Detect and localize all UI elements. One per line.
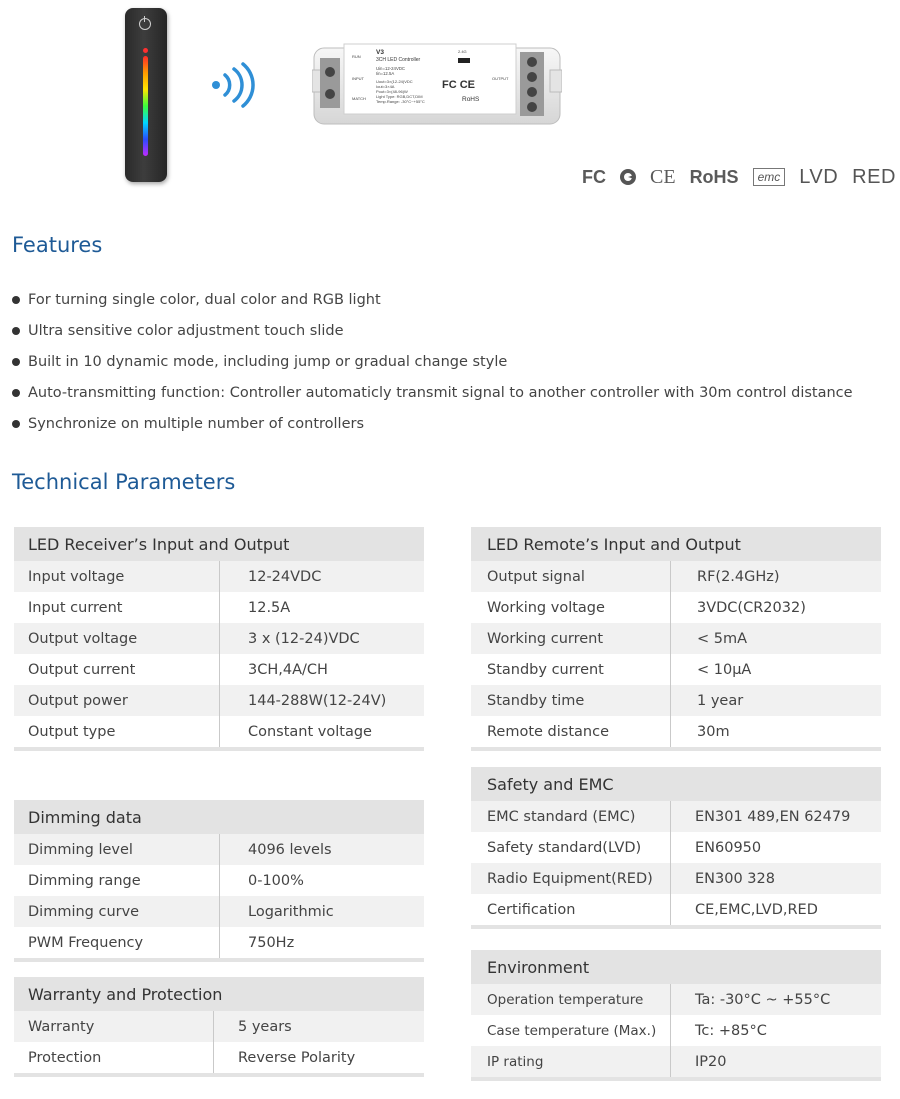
emc-logo: emc <box>753 168 786 186</box>
remote-control-image <box>125 8 167 182</box>
table-row: Standby time 1 year <box>471 685 881 716</box>
output-label: OUTPUT <box>492 76 509 81</box>
features-list <box>12 284 853 439</box>
controller-spec-in: Uin=12-24VDC <box>376 66 406 71</box>
dimming-table <box>14 800 424 962</box>
table-row: Output type Constant voltage <box>14 716 424 747</box>
table-row: Radio Equipment(RED) EN300 328 <box>471 863 881 894</box>
controller-name: 3CH LED Controller <box>376 57 421 63</box>
table-bottom-rule <box>14 747 424 751</box>
feature-item: For turning single color, dual color and RGB light <box>12 284 853 315</box>
safety-table-title: Safety and EMC <box>471 767 881 801</box>
table-row: Output voltage 3 x (12-24)VDC <box>14 623 424 654</box>
table-bottom-rule <box>14 1073 424 1077</box>
technical-parameters-heading: Technical Parameters <box>12 470 236 494</box>
table-row: Remote distance 30m <box>471 716 881 747</box>
table-row: Working voltage 3VDC(CR2032) <box>471 592 881 623</box>
controller-spec-out: Uout=3×(12-24)VDC <box>376 79 413 84</box>
run-label: RUN <box>352 54 361 59</box>
controller-spec-iout: Iout=3×4A <box>376 84 395 89</box>
table-row: Warranty 5 years <box>14 1011 424 1042</box>
ce-logo: CE <box>650 165 676 188</box>
input-label: INPUT <box>352 76 364 81</box>
table-row: PWM Frequency 750Hz <box>14 927 424 958</box>
environment-table <box>471 950 881 1081</box>
certification-logos <box>582 164 896 190</box>
table-row: Dimming curve Logarithmic <box>14 896 424 927</box>
receiver-table-title: LED Receiver’s Input and Output <box>14 527 424 561</box>
feature-item: Built in 10 dynamic mode, including jump or gradual change style <box>12 346 853 377</box>
remote-table-title: LED Remote’s Input and Output <box>471 527 881 561</box>
table-row: Dimming range 0-100% <box>14 865 424 896</box>
fcc-logo: FC <box>582 166 606 187</box>
bullet-icon <box>12 327 20 335</box>
c-tick-logo <box>620 169 636 185</box>
lvd-logo: LVD <box>799 165 839 188</box>
indicator-led <box>143 48 148 53</box>
warranty-table <box>14 977 424 1077</box>
feature-item: Synchronize on multiple number of controllers <box>12 408 853 439</box>
receiver-table <box>14 527 424 751</box>
table-bottom-rule <box>14 958 424 962</box>
warranty-table-title: Warranty and Protection <box>14 977 424 1011</box>
controller-spec-type: Light Type: RGB,DCT,DIM <box>376 94 423 99</box>
feature-item: Ultra sensitive color adjustment touch slide <box>12 315 853 346</box>
table-row: Working current < 5mA <box>471 623 881 654</box>
led-controller-image <box>312 40 562 128</box>
bullet-icon <box>12 389 20 397</box>
feature-item: Auto-transmitting function: Controller automaticly transmit signal to another controller with 30m control distance <box>12 377 853 408</box>
features-heading: Features <box>12 233 103 257</box>
table-row: EMC standard (EMC) EN301 489,EN 62479 <box>471 801 881 832</box>
table-row: Output current 3CH,4A/CH <box>14 654 424 685</box>
table-row: Operation temperature Ta: -30°C ~ +55°C <box>471 984 881 1015</box>
table-bottom-rule <box>471 747 881 751</box>
table-row: Input current 12.5A <box>14 592 424 623</box>
table-row: Output signal RF(2.4GHz) <box>471 561 881 592</box>
table-row: Safety standard(LVD) EN60950 <box>471 832 881 863</box>
table-row: Case temperature (Max.) Tc: +85°C <box>471 1015 881 1046</box>
color-touch-slider <box>143 56 148 156</box>
rohs-logo: RoHS <box>689 166 739 187</box>
table-row: Certification CE,EMC,LVD,RED <box>471 894 881 925</box>
controller-model: V3 <box>376 49 384 56</box>
controller-marks: FC CE <box>442 79 475 91</box>
controller-spec-pout: Pout=3×(48-96)W <box>376 89 408 94</box>
controller-rohs: RoHS <box>462 96 480 103</box>
power-icon <box>139 18 151 30</box>
safety-table <box>471 767 881 929</box>
table-row: Standby current < 10μA <box>471 654 881 685</box>
dimming-table-title: Dimming data <box>14 800 424 834</box>
table-bottom-rule <box>471 1077 881 1081</box>
table-row: Output power 144-288W(12-24V) <box>14 685 424 716</box>
table-bottom-rule <box>471 925 881 929</box>
table-row: IP rating IP20 <box>471 1046 881 1077</box>
table-row: Dimming level 4096 levels <box>14 834 424 865</box>
match-label: MATCH <box>352 96 366 101</box>
controller-spec-temp: Temp.Range: -30°C~+55°C <box>376 99 425 104</box>
remote-table <box>471 527 881 751</box>
red-logo: RED <box>852 165 896 188</box>
table-row: Protection Reverse Polarity <box>14 1042 424 1073</box>
bullet-icon <box>12 358 20 366</box>
wireless-signal-icon <box>208 62 258 108</box>
rf-label: 2.4G <box>458 49 467 54</box>
table-row: Input voltage 12-24VDC <box>14 561 424 592</box>
bullet-icon <box>12 420 20 428</box>
controller-spec-iin: Iin=12.5A <box>376 71 395 76</box>
bullet-icon <box>12 296 20 304</box>
environment-table-title: Environment <box>471 950 881 984</box>
